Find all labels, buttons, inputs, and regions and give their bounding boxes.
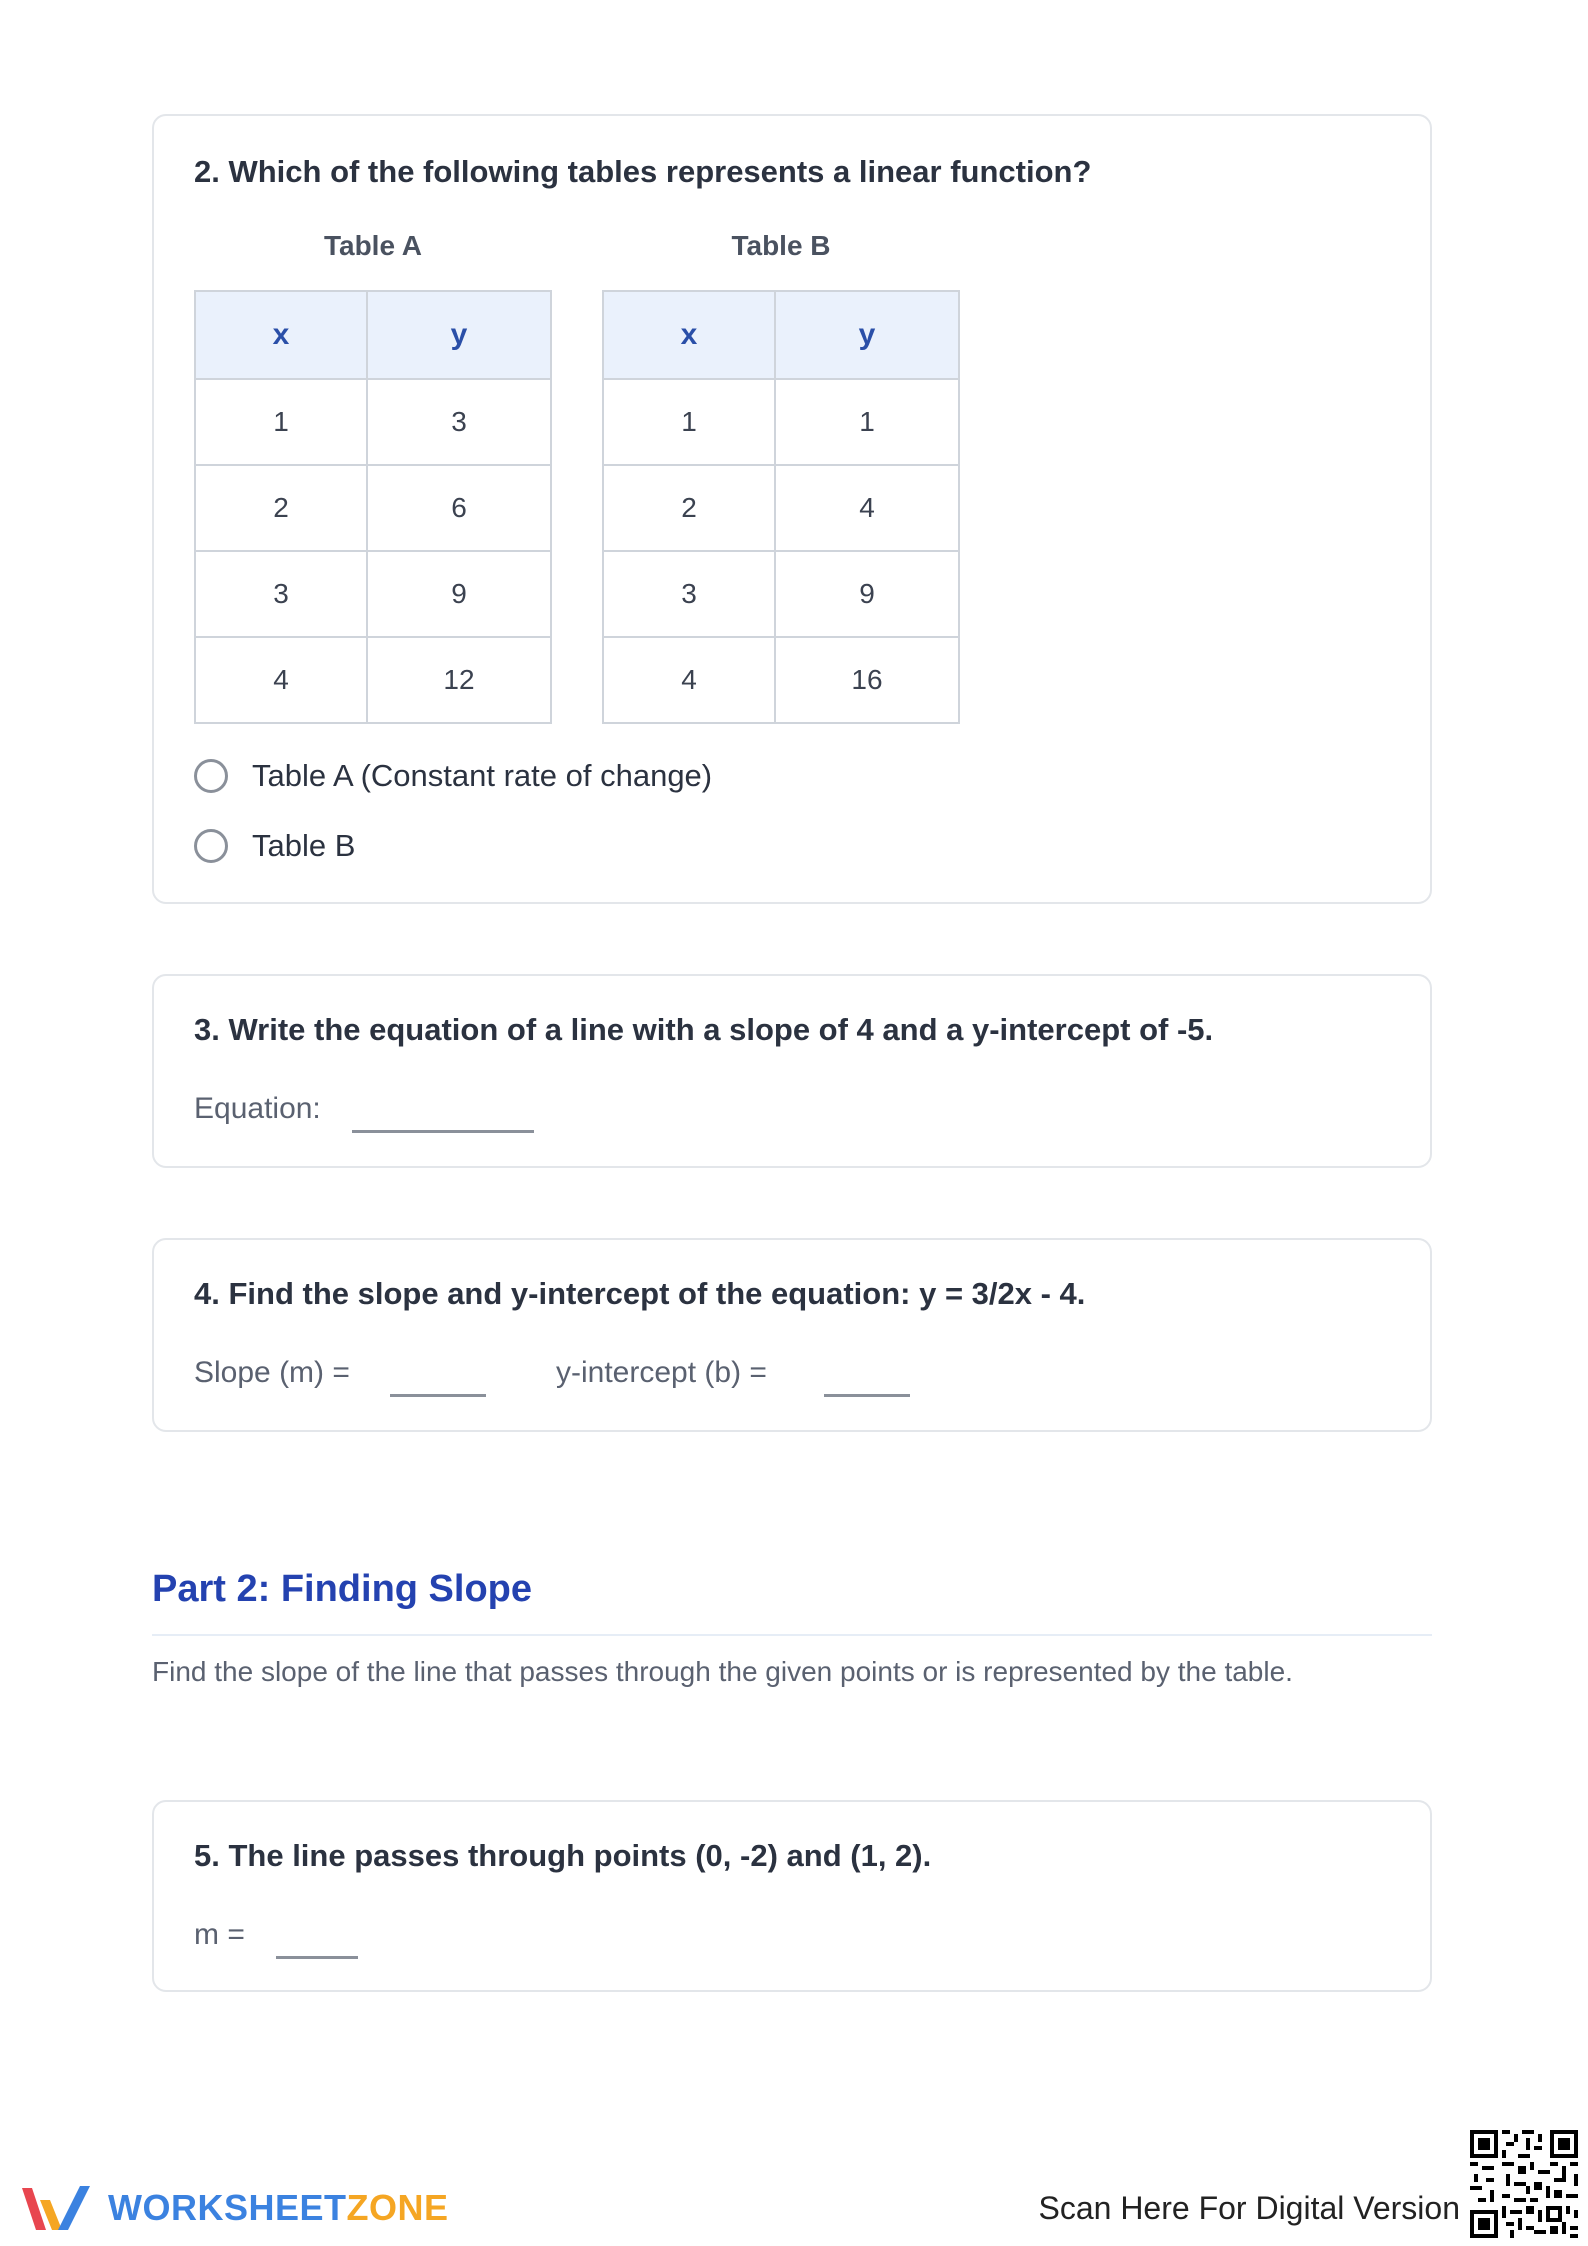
table-row [603,551,959,637]
question-2-title: 2. Which of the following tables represents a linear function? [194,154,1092,189]
table-a-cell: 6 [367,465,551,551]
equation-answer-blank[interactable] [352,1130,534,1133]
table-b-cell: 16 [775,637,959,723]
question-5-title: 5. The line passes through points (0, -2) and (1, 2). [194,1838,932,1873]
table-a-cell: 3 [195,551,367,637]
brand-name-part2: ZONE [346,2187,449,2228]
question-5-card [152,1800,1432,1992]
slope-answer-blank[interactable] [390,1394,486,1397]
radio-button[interactable] [194,829,228,863]
option-table-b[interactable] [194,828,355,864]
table-b-cell: 4 [603,637,775,723]
intercept-answer-blank[interactable] [824,1394,910,1397]
part-2-description: Find the slope of the line that passes through the given points or is represented by the table. [152,1656,1293,1687]
intercept-label: y-intercept (b) = [556,1356,767,1389]
table-row [603,637,959,723]
table-a-cell: 1 [195,379,367,465]
table-b-header-x: x [603,291,775,379]
table-b-caption: Table B [731,230,831,261]
table-a-cell: 3 [367,379,551,465]
table-a-header-y: y [367,291,551,379]
equation-label: Equation: [194,1092,321,1125]
table-row [603,465,959,551]
table-a-caption: Table A [323,230,422,261]
table-b-cell: 2 [603,465,775,551]
question-3-title: 3. Write the equation of a line with a slope of 4 and a y-intercept of -5. [194,1012,1214,1047]
table-b [602,290,960,724]
m-answer-blank[interactable] [276,1956,358,1959]
section-divider [152,1634,1432,1636]
table-a [194,290,552,724]
table-row [195,637,551,723]
table-row [195,551,551,637]
worksheetzone-logo[interactable] [18,2180,449,2236]
table-a-cell: 4 [195,637,367,723]
table-b-cell: 1 [775,379,959,465]
option-label: Table A (Constant rate of change) [252,758,713,793]
question-4-title: 4. Find the slope and y-intercept of the equation: y = 3/2x - 4. [194,1276,1086,1311]
table-b-cell: 4 [775,465,959,551]
option-table-a[interactable] [194,758,712,794]
part-2-title: Part 2: Finding Slope [152,1568,533,1610]
table-b-cell: 9 [775,551,959,637]
option-label: Table B [252,828,356,863]
scan-here-text: Scan Here For Digital Version [1038,2190,1460,2226]
slope-label: Slope (m) = [194,1356,350,1389]
qr-code-icon[interactable] [1470,2130,1578,2238]
table-a-cell: 9 [367,551,551,637]
m-label: m = [194,1918,245,1951]
brand-name [108,2187,449,2229]
question-3-card [152,974,1432,1168]
table-b-cell: 1 [603,379,775,465]
table-row [195,379,551,465]
table-row [603,379,959,465]
table-b-cell: 3 [603,551,775,637]
brand-name-part1: WORKSHEET [108,2187,347,2228]
table-a-cell: 2 [195,465,367,551]
table-b-header-y: y [775,291,959,379]
table-a-cell: 12 [367,637,551,723]
logo-w-icon [18,2180,94,2236]
radio-button[interactable] [194,759,228,793]
table-a-header-x: x [195,291,367,379]
table-row [195,465,551,551]
question-2-card [152,114,1432,904]
question-4-card [152,1238,1432,1432]
